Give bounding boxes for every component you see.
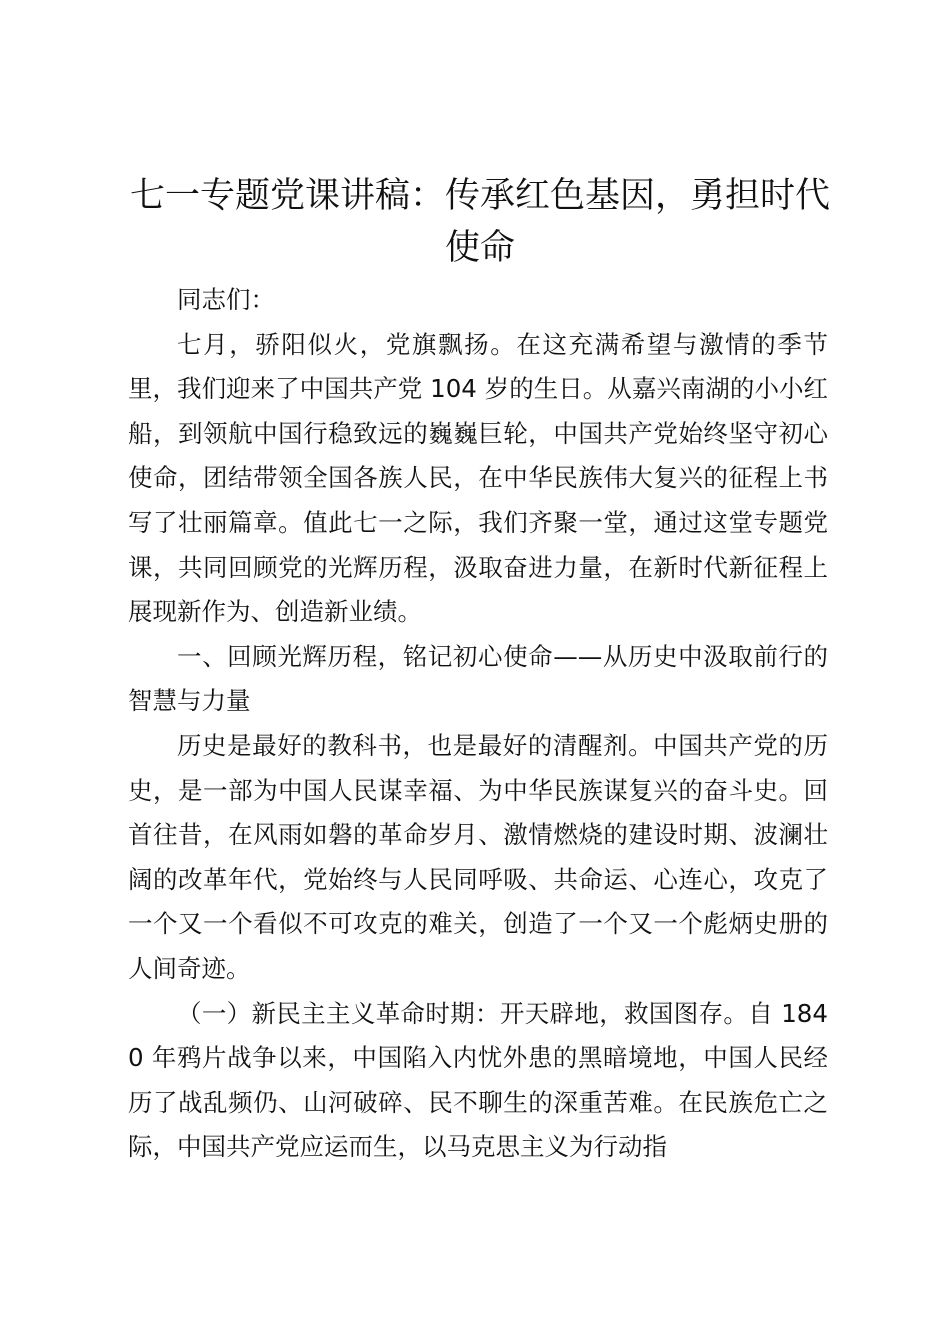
intro-paragraph: 七月，骄阳似火，党旗飘扬。在这充满希望与激情的季节里，我们迎来了中国共产党 104 岁的生日。从嘉兴南湖的小小红船，到领航中国行稳致远的巍巍巨轮，中国共产党始终坚守初心使命，团结带领全国各族人民，在中华民族伟大复兴的征程上书写了壮丽篇章。值此七一之际，我们齐聚一堂，通过这堂专题党课，共同回顾党的光辉历程，汲取奋进力量，在新时代新征程上展现新作为、创造新业绩。	[128, 329, 828, 627]
document-body	[128, 278, 828, 1170]
section-heading: 一、回顾光辉历程，铭记初心使命——从历史中汲取前行的智慧与力量	[128, 641, 828, 716]
history-paragraph: 历史是最好的教科书，也是最好的清醒剂。中国共产党的历史，是一部为中国人民谋幸福、为中华民族谋复兴的奋斗史。回首往昔，在风雨如磐的革命岁月、激情燃烧的建设时期、波澜壮阔的改革年代，党始终与人民同呼吸、共命运、心连心，攻克了一个又一个看似不可攻克的难关，创造了一个又一个彪炳史册的人间奇迹。	[128, 730, 828, 983]
document-title: 七一专题党课讲稿：传承红色基因，勇担时代使命	[129, 176, 830, 268]
salutation-paragraph: 同志们：	[177, 285, 275, 314]
subsection-paragraph: （一）新民主主义革命时期：开天辟地，救国图存。自 1840 年鸦片战争以来，中国陷入内忧外患的黑暗境地，中国人民经历了战乱频仍、山河破碎、民不聊生的深重苦难。在民族危亡之际，中国共产党应运而生，以马克思主义为行动指	[128, 998, 828, 1162]
